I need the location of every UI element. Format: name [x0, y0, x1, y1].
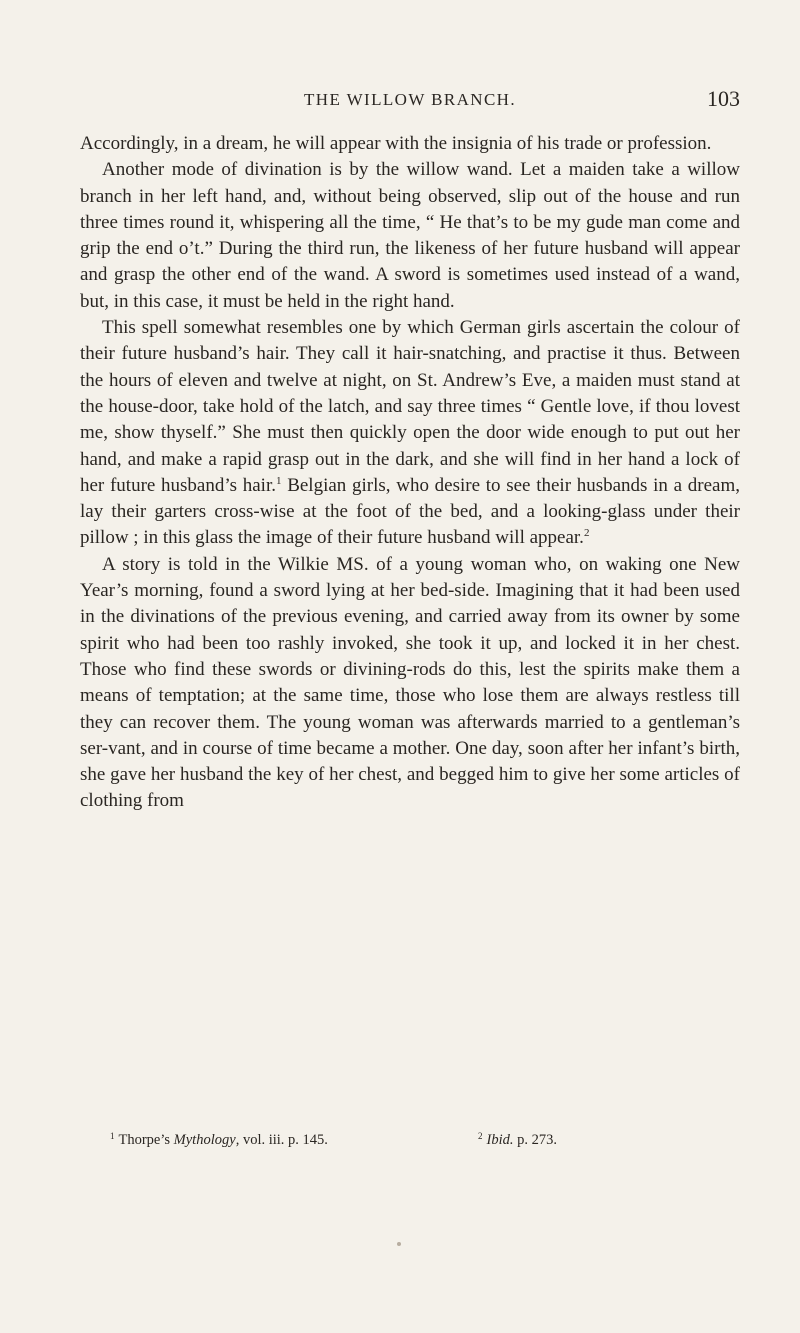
paragraph-text: This spell somewhat resembles one by which German girls ascertain the colour of their future husband’s hair. They call it hair-snatching, and practise it thus. Between the hours of eleven and twelve at night, on St. Andrew’s Eve, a maiden must stand at the house-door, take hold of the latch, and say three times “ Gentle love, if thou lovest me, show thyself.” She must then quickly open the door wide enough to put out her hand, and make a rapid grasp out in the dark, and she will find in her hand a lock of her future husband’s hair. [80, 317, 740, 496]
footnote-reference-1[interactable]: 1 [276, 474, 282, 487]
footnote-text: p. 273. [513, 1132, 557, 1148]
paragraph-text: Another mode of divination is by the willow wand. Let a maiden take a willow branch in her left hand, and, without being observed, slip out of the house and run three times round it, whispering all the time, “ He that’s to be my gude man come and grip the end o’t.” During the third run, the likeness of her future husband will appear and grasp the other end of the wand. A sword is sometimes used instead of a wand, but, in this case, it must be held in the right hand. [80, 159, 740, 312]
footnote-mark: 2 [478, 1131, 483, 1141]
footnote-2 [478, 1131, 557, 1149]
footnote-title: Mythology [173, 1132, 236, 1148]
paragraph [80, 315, 740, 552]
footnote-reference-2[interactable]: 2 [583, 527, 590, 540]
page-number: 103 [707, 86, 740, 111]
paragraph [80, 157, 740, 315]
footnote-title: Ibid. [486, 1132, 514, 1148]
paragraph-text: Accordingly, in a dream, he will appear with the insignia of his trade or profession. [80, 133, 712, 154]
footnote-mark: 1 [110, 1131, 115, 1141]
paragraph-text: Belgian girls, who desire to see their husbands in a dream, lay their garters cross-wise at the foot of the bed, and a looking-glass under their pillow ; in this glass the image of their future husband will appear. [80, 474, 740, 549]
body-text [80, 131, 740, 815]
running-title: THE WILLOW BRANCH. [303, 90, 517, 109]
paper-speck [397, 1242, 401, 1246]
footnote-text: , vol. iii. p. 145. [235, 1132, 328, 1148]
paragraph [80, 552, 740, 815]
paragraph-text: A story is told in the Wilkie MS. of a young woman who, on waking one New Year’s morning, found a sword lying at her bed-side. Imagining that it had been used in the divinations of the previous evening, and carried away from its owner by some spirit who had been too rashly invoked, she took it up, and locked it in her chest. Those who find these swords or divining-rods do this, lest the spirits make them a means of temptation; at the same time, those who lose them are always restless till they can recover them. The young woman was afterwards married to a gentleman’s ser-vant, and in course of time became a mother. One day, soon after her infant’s birth, she gave her husband the key of her chest, and begged him to give her some articles of clothing from [80, 553, 740, 812]
footnote-text: Thorpe’s [118, 1132, 174, 1148]
footnote-1 [110, 1131, 328, 1149]
running-head [80, 86, 740, 114]
paragraph [80, 131, 740, 157]
